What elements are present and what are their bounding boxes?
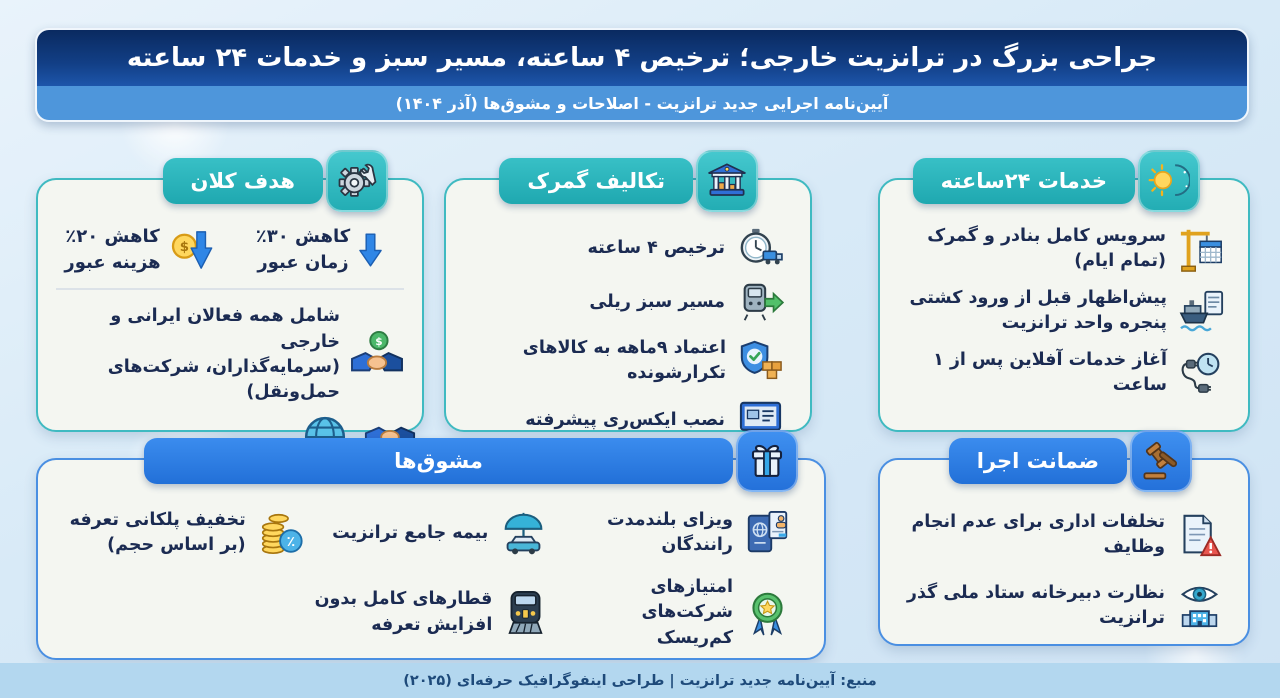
customs-card-title: تکالیف گمرک — [499, 158, 693, 204]
list-item — [902, 286, 1226, 337]
header-title-bar — [37, 30, 1247, 86]
source-text: منبع: آیین‌نامه جدید ترانزیت | طراحی اینفوگرافیک حرفه‌ای (۲۰۲۵) — [403, 672, 877, 689]
goal-stat-time-text — [256, 224, 350, 276]
item-text — [70, 508, 246, 559]
item-line1: سرویس کامل بنادر و گمرک — [927, 226, 1166, 246]
train-green-arrow-icon — [737, 282, 784, 323]
item-text — [607, 508, 733, 559]
item-text — [553, 575, 733, 651]
svg-text:$: $ — [179, 240, 189, 256]
gear-wrench-icon — [326, 150, 388, 212]
item-line1: پیش‌اظهار قبل از ورود کشتی — [909, 287, 1167, 308]
list-item — [472, 282, 784, 323]
goal-scope-row — [56, 288, 404, 406]
item-line1: تخفیف پلکانی تعرفه — [69, 510, 246, 530]
ship-document-icon — [1179, 290, 1226, 333]
list-item — [472, 336, 784, 387]
header-subtitle-bar — [37, 86, 1247, 120]
services-items — [880, 180, 1248, 398]
down-arrow-icon — [359, 232, 382, 268]
item-line1: آغاز خدمات آفلاین پس از ۱ ساعت — [933, 349, 1167, 395]
item-text: مسیر سبز ریلی — [589, 291, 725, 312]
enforcement-card-header — [949, 430, 1192, 492]
list-item — [553, 575, 790, 651]
page-title: جراحی بزرگ در ترانزیت خارجی؛ ترخیص ۴ ساعته، مسیر سبز و خدمات ۲۴ ساعته — [126, 43, 1158, 73]
item-line2: (بر اساس حجم) — [107, 535, 246, 556]
enforcement-card — [878, 449, 1250, 646]
item-text: نظارت دبیرخانه ستاد ملی گذر ترانزیت — [906, 582, 1165, 629]
customs-building-icon — [696, 150, 758, 212]
item-line2: پنجره واحد ترانزیت — [1001, 313, 1167, 334]
customs-card-header — [499, 150, 758, 212]
coin-down-arrow-icon — [170, 229, 218, 271]
port-crane-calendar-icon — [1178, 225, 1226, 273]
footer-bar — [0, 663, 1280, 698]
list-item — [902, 224, 1226, 275]
goal-card-title: هدف کلان — [163, 158, 323, 204]
locomotive-icon — [504, 589, 547, 636]
customs-card — [444, 169, 812, 432]
document-warning-icon — [1177, 513, 1222, 558]
goal-stat-cost-text — [64, 224, 160, 276]
goal-scope-text — [56, 304, 340, 406]
stat-value: کاهش ۳۰٪ — [255, 226, 351, 247]
stat-label: هزینه عبور — [64, 252, 161, 274]
stat-value: کاهش ۲۰٪ — [65, 226, 160, 247]
enforcement-card-title: ضمانت اجرا — [949, 438, 1127, 484]
list-item — [902, 348, 1226, 399]
item-text — [927, 224, 1166, 275]
list-item — [68, 508, 305, 559]
passport-visa-icon — [745, 510, 790, 557]
header-banner — [35, 28, 1249, 122]
umbrella-car-icon — [500, 511, 547, 556]
item-text: تخلفات اداری برای عدم انجام وظایف — [911, 512, 1165, 558]
svg-text:٪: ٪ — [286, 534, 295, 551]
scope-line1: شامل همه فعالان ایرانی و خارجی — [110, 306, 340, 352]
svg-text:$: $ — [375, 335, 383, 348]
incentives-card-header — [144, 430, 798, 492]
item-text — [315, 587, 493, 638]
item-text — [332, 521, 488, 546]
services-card-title: خدمات ۲۴ساعته — [913, 158, 1135, 204]
item-line1: قطارهای کامل بدون — [314, 589, 493, 610]
item-line1: امتیازهای شرکت‌های — [641, 576, 733, 623]
list-item — [311, 575, 548, 651]
coins-percent-icon — [258, 511, 305, 556]
sun-moon-icon — [1138, 150, 1200, 212]
services-card-header — [913, 150, 1200, 212]
item-line2: رانندگان — [661, 535, 733, 556]
incentives-card — [36, 449, 826, 660]
item-line2: (تمام ایام) — [1074, 251, 1166, 272]
page-subtitle: آیین‌نامه اجرایی جدید ترانزیت - اصلاحات و مشوق‌ها (آذر ۱۴۰۴) — [395, 93, 889, 113]
list-item — [311, 508, 548, 559]
eye-building-icon — [1177, 583, 1222, 630]
item-text: نصب ایکس‌ری پیشرفته — [525, 409, 725, 430]
list-item — [472, 228, 784, 269]
list-item — [906, 510, 1222, 561]
list-item — [906, 581, 1222, 632]
item-line1: بیمه جامع ترانزیت — [332, 522, 489, 543]
goal-card-header — [163, 150, 388, 212]
item-text: ترخیص ۴ ساعته — [587, 237, 725, 258]
item-line1: ویزای بلندمدت — [607, 510, 733, 530]
item-line2: کم‌ریسک — [656, 627, 733, 648]
shield-check-boxes-icon — [738, 340, 784, 382]
item-text: اعتماد ۹ماهه به کالاهای تکرارشونده — [522, 338, 726, 384]
services-card — [878, 169, 1250, 432]
scope-line2: (سرمایه‌گذاران، شرکت‌های حمل‌ونقل) — [107, 356, 340, 403]
customs-items — [446, 180, 810, 441]
goal-stat-cost — [52, 224, 230, 276]
list-item — [553, 508, 790, 559]
stopwatch-truck-icon — [737, 228, 784, 269]
item-text — [910, 286, 1167, 337]
plug-clock-icon — [1179, 351, 1226, 394]
goal-card — [36, 169, 424, 432]
incentives-card-title: مشوق‌ها — [144, 438, 733, 484]
item-line2: افزایش تعرفه — [371, 614, 493, 635]
medal-icon — [745, 589, 790, 636]
gift-icon — [736, 430, 798, 492]
stat-label: زمان عبور — [257, 252, 349, 274]
item-text — [902, 348, 1167, 399]
gavel-icon — [1130, 430, 1192, 492]
goal-stat-time — [230, 224, 408, 276]
handshake-coin-icon — [350, 330, 404, 380]
